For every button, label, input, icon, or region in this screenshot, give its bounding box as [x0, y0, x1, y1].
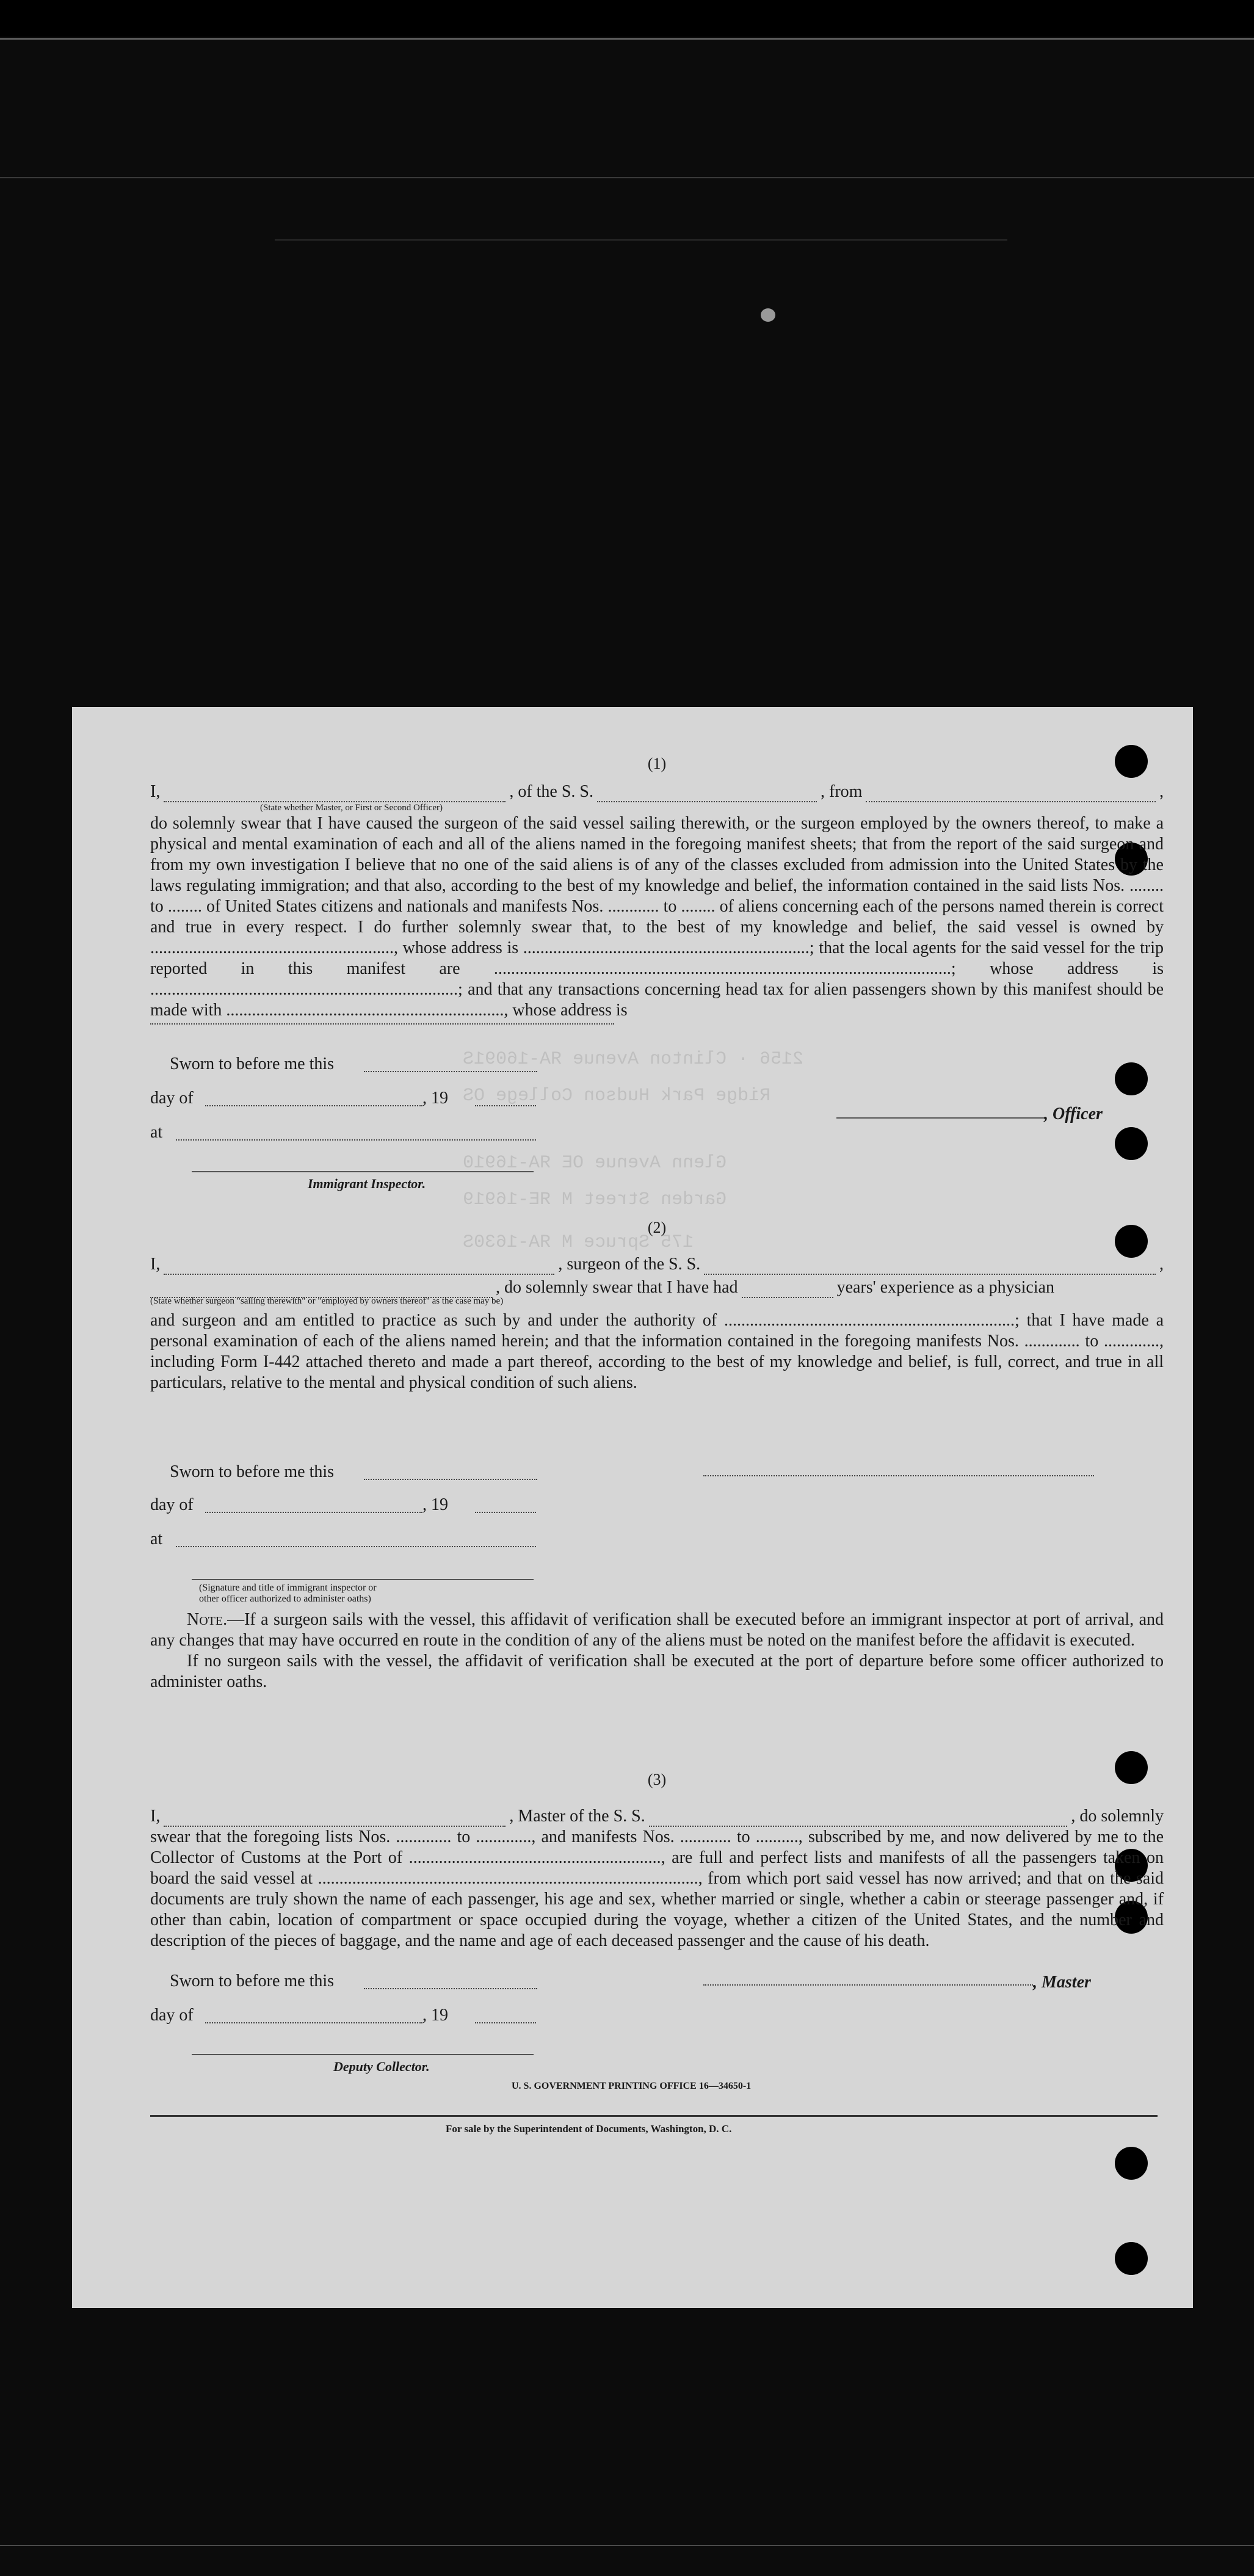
- sworn-label: Sworn to before me this: [170, 1972, 335, 1990]
- day-field[interactable]: [205, 2009, 422, 2023]
- master-ship-field[interactable]: [649, 1812, 1068, 1827]
- at-field[interactable]: [176, 1533, 536, 1547]
- scan-line: [275, 239, 1007, 241]
- note-text-2: If no surgeon sails with the vessel, the affidavit of verification shall be executed at the port of departure before some officer authorized to administer oaths.: [150, 1652, 1164, 1691]
- surgeon-line-1: I, , surgeon of the S. S. ,: [150, 1255, 1164, 1274]
- ship-name-field[interactable]: [597, 788, 817, 802]
- surgeon-signature-line[interactable]: [703, 1475, 1094, 1476]
- inspector-label: Immigrant Inspector.: [308, 1176, 426, 1191]
- footer-rule: [150, 2115, 1158, 2117]
- bleed-through: 175 Spruce M ЯА-1630Ѕ: [463, 1232, 694, 1253]
- section-number: (2): [647, 1219, 667, 1236]
- note-text: —If a surgeon sails with the vessel, this affidavit of verification shall be executed before an immigrant inspector at port of arrival, and any changes that may have occurred en route in the condition of any of the aliens must be noted on the manifest before the affidavit is executed.: [150, 1610, 1164, 1650]
- day-label: day of: [150, 1495, 194, 1514]
- section-number: (1): [647, 755, 667, 772]
- binder-hole: [1115, 1062, 1148, 1095]
- officer-label: , Officer: [1044, 1105, 1103, 1123]
- bleed-through: 2156 · Clinton Avenue ЯА-16091Ѕ: [463, 1049, 804, 1070]
- field-caption: (State whether Master, or First or Second Officer): [260, 803, 443, 813]
- officer-name-field[interactable]: [164, 788, 506, 802]
- affidavit-surgeon: [150, 1217, 1164, 1393]
- at-field[interactable]: [176, 1126, 536, 1141]
- deputy-signature-line[interactable]: [192, 2054, 534, 2055]
- year-label: , 19: [422, 1495, 448, 1514]
- dust-speck: [761, 308, 775, 322]
- bleed-through: Ridge Park Hudson College OS: [463, 1086, 771, 1106]
- note-block: [150, 1609, 1164, 1693]
- master-line: I, , Master of the S. S. , do solemnly: [150, 1807, 1164, 1826]
- year-field[interactable]: [475, 2009, 536, 2023]
- note-label: Note.: [187, 1610, 228, 1629]
- year-field[interactable]: [475, 1092, 536, 1106]
- master-signature-line[interactable]: [703, 1984, 1033, 1986]
- scan-line: [0, 38, 1254, 40]
- binder-hole: [1115, 2242, 1148, 2275]
- at-label: at: [150, 1529, 163, 1548]
- surgeon-line-2: , do solemnly swear that I have had years' experience as a physician: [150, 1277, 1164, 1298]
- day-field[interactable]: [205, 1092, 422, 1106]
- affidavit-master-lists: [150, 1769, 1164, 1951]
- signature-caption: (Signature and title of immigrant inspector or: [199, 1583, 377, 1593]
- master-label: , Master: [1033, 1973, 1091, 1992]
- printing-office-imprint: U. S. GOVERNMENT PRINTING OFFICE 16—34650-1: [512, 2081, 752, 2091]
- day-label: day of: [150, 2006, 194, 2025]
- sworn-label: Sworn to before me this: [170, 1054, 335, 1073]
- officer-signature-line[interactable]: [836, 1117, 1044, 1119]
- scan-line: [0, 2545, 1254, 2546]
- scan-line: [0, 177, 1254, 178]
- signature-caption: other officer authorized to administer oaths): [199, 1594, 371, 1604]
- years-experience-field[interactable]: [742, 1283, 833, 1298]
- day-label: day of: [150, 1089, 194, 1108]
- affidavit-master: [150, 753, 1164, 1025]
- surgeon-name-field[interactable]: [164, 1260, 554, 1275]
- manifest-reverse-page: [72, 707, 1193, 2308]
- section-number: (3): [647, 1771, 667, 1788]
- field-caption: (State whether surgeon "sailing therewith" or "employed by owners thereof" as the case may be): [150, 1296, 504, 1306]
- deputy-label: Deputy Collector.: [333, 2059, 430, 2074]
- scan-top-border: [0, 0, 1254, 37]
- bleed-through: Garden Street M ЯЕ-16919: [463, 1189, 727, 1210]
- year-label: , 19: [422, 2006, 448, 2025]
- year-field[interactable]: [475, 1498, 536, 1513]
- day-field[interactable]: [205, 1498, 422, 1513]
- oath-body: do solemnly swear that I have caused the surgeon of the said vessel sailing therewith, or the surgeon employed by the owners thereof, to make a physical and mental examination of each and all of the aliens named in the foregoing manifest sheets; that from the report of the said surgeon and from my own investigation I believe that no one of the said aliens is of any of the classes excluded from admission into the United States by the laws regulating immigration; and that also, according to the best of my knowledge and belief, the information contained in the said lists Nos. ........ to ........ of United States citizens and nationals and manifests Nos. ............ to ........ of aliens concerning each of the persons named therein is correct and true in every respect. I do further solemnly swear that, to the best of my knowledge and belief, the said vessel is owned by ........................................................., whose address is ...................................................................; that the local agents for the said vessel for the trip reported in this manifest are ...........................................................................................................; whose address is ........................................................................; and that any transactions concerning head tax for alien passengers shown by this manifest should be made with ................................................................., whose address is: [150, 814, 1164, 1020]
- binder-hole: [1115, 1127, 1148, 1160]
- inspector-signature-line[interactable]: [192, 1171, 534, 1172]
- surgeon-body: and surgeon and am entitled to practice as such by and under the authority of ....................................................................; that I have made a personal examination of each of the aliens named herein; and that the information contained in the foregoing manifests Nos. ............. to ............., including Form I-442 attached thereto and made a part thereof, according to the best of my knowledge and belief, is full, correct, and true in all particulars, relative to the mental and physical condition of such aliens.: [150, 1311, 1164, 1392]
- oath-line: I, , of the S. S. , from ,: [150, 782, 1164, 801]
- year-label: , 19: [422, 1089, 448, 1108]
- sworn-label: Sworn to before me this: [170, 1462, 335, 1481]
- master-name-field[interactable]: [164, 1812, 506, 1827]
- bleed-through: Glenn Avenue OE ЯА-16910: [463, 1153, 727, 1174]
- master-body: swear that the foregoing lists Nos. ............. to ............., and manifests Nos. ............ to .........., subscribed by me, and now delivered by me to the Collector of Customs at the Port of ..........................................................., are full and perfect lists and manifests of all the passengers taken on board the said vessel at ........................................................................................., from which port said vessel has now arrived; and that on the said documents are truly shown the name of each passenger, his age and sex, whether married or single, whether a cabin or steerage passenger and, if other than cabin, location of compartment or space occupied during the voyage, whether a citizen of the United States, and the number and description of the pieces of baggage, and the name and age of each deceased passenger and the cause of his death.: [150, 1827, 1164, 1950]
- sworn-date-field[interactable]: [364, 1975, 537, 1989]
- inspector-signature-line[interactable]: [192, 1579, 534, 1580]
- sworn-date-field[interactable]: [364, 1465, 537, 1480]
- port-from-field[interactable]: [866, 788, 1156, 802]
- sale-notice: For sale by the Superintendent of Documents, Washington, D. C.: [446, 2123, 732, 2135]
- surgeon-ship-field[interactable]: [704, 1260, 1156, 1275]
- binder-hole: [1115, 2147, 1148, 2180]
- at-label: at: [150, 1123, 163, 1142]
- sworn-date-field[interactable]: [364, 1058, 537, 1072]
